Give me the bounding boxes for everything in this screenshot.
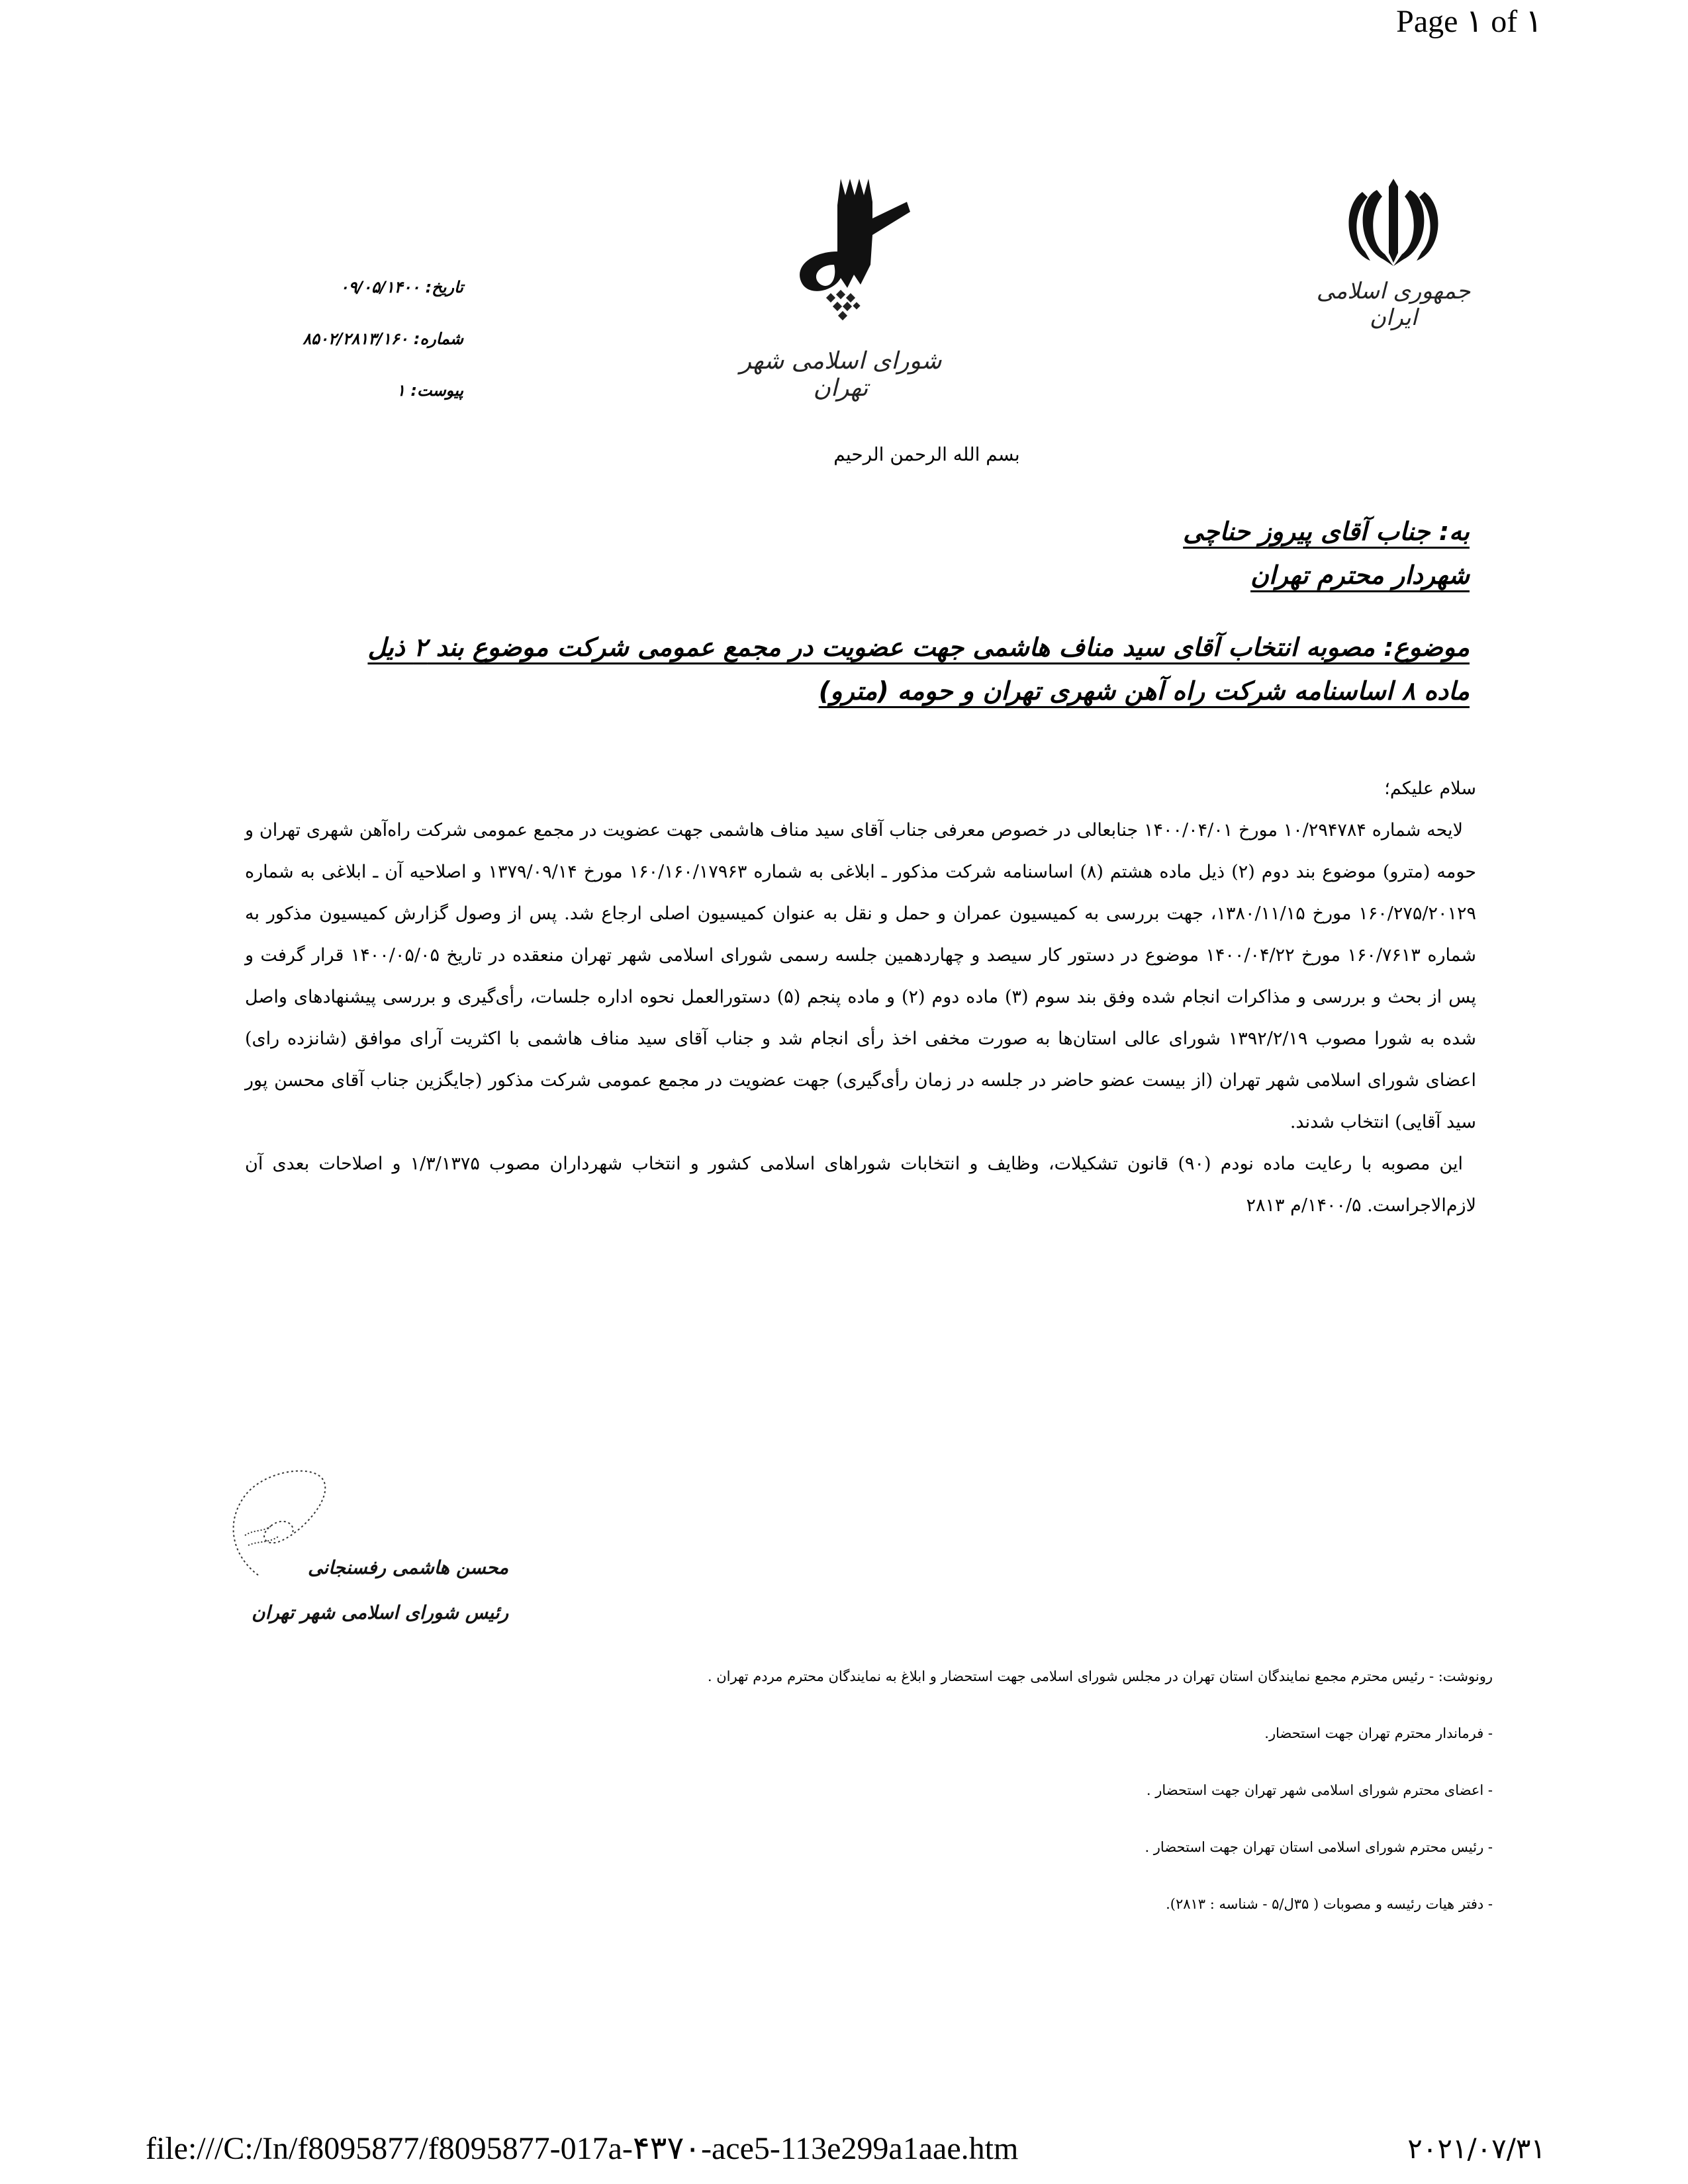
tehran-council-logo-icon xyxy=(781,165,914,324)
cc-item: - اعضای محترم شورای اسلامی شهر تهران جهت استحضار . xyxy=(1146,1782,1493,1798)
bismillah: بسم الله الرحمن الرحیم xyxy=(833,443,1020,465)
signer-title: رئیس شورای اسلامی شهر تهران xyxy=(252,1602,509,1623)
signer-block xyxy=(252,1545,508,1635)
letter-body xyxy=(245,768,1476,1226)
iran-emblem-icon xyxy=(1331,173,1456,279)
letter-attachment: پیوست: ۱ xyxy=(397,381,463,400)
cc-list xyxy=(434,1648,1493,1933)
addressee xyxy=(1183,510,1470,597)
addressee-name: به: جناب آقای پیروز حناچی xyxy=(1183,517,1470,546)
cc-item: - دفتر هیات رئیسه و مصوبات ( ۳۵ل/۵ - شناسه : ۲۸۱۳). xyxy=(1166,1896,1493,1912)
council-caption: شورای اسلامی شهر تهران xyxy=(739,347,942,402)
signer-name: محسن هاشمی رفسنجانی xyxy=(307,1557,509,1578)
greeting: سلام علیکم؛ xyxy=(1384,778,1476,799)
cc-item: - فرماندار محترم تهران جهت استحضار. xyxy=(1264,1725,1493,1741)
letter-date: تاریخ: ۰۹/۰۵/۱۴۰۰ xyxy=(340,278,463,296)
page-counter: Page ۱ of ۱ xyxy=(1396,4,1542,39)
footer-print-date: ۲۰۲۱/۰۷/۳۱ xyxy=(1407,2132,1546,2165)
cc-item: رونوشت: - رئیس محترم مجمع نمایندگان استان تهران در مجلس شورای اسلامی جهت استحضار و ابلاغ به نمایندگان محترم مردم تهران . xyxy=(707,1668,1493,1684)
body-paragraph-2: این مصوبه با رعایت ماده نودم (۹۰) قانون تشکیلات، وظایف و انتخابات شوراهای اسلامی کشور و انتخاب شهرداران مصوب ۱/۳/۱۳۷۵ و اصلاحات بعدی آن لازم‌الاجراست. ۱۴۰۰/۵/م ۲۸۱۳ xyxy=(245,1154,1476,1216)
body-paragraph-1: لایحه شماره ۱۰/۲۹۴۷۸۴ مورخ ۱۴۰۰/۰۴/۰۱ جنابعالی در خصوص معرفی جناب آقای سید مناف هاشمی جهت عضویت در مجمع عمومی شرکت راه‌آهن شهری تهران و حومه (مترو) موضوع بند دوم (۲) ذیل ماده هشتم (۸) اساسنامه شرکت مذکور ـ ابلاغی به شماره ۱۶۰/۱۶۰/۱۷۹۶۳ مورخ ۱۳۷۹/۰۹/۱۴ و اصلاحیه آن ـ ابلاغی به شماره ۱۶۰/۲۷۵/۲۰۱۲۹ مورخ ۱۳۸۰/۱۱/۱۵، جهت بررسی به کمیسیون عمران و حمل و نقل به عنوان کمیسیون اصلی ارجاع شد. پس از وصول گزارش کمیسیون مذکور به شماره ۱۶۰/۷۶۱۳ مورخ ۱۴۰۰/۰۴/۲۲ موضوع در دستور کار سیصد و چهاردهمین جلسه رسمی شورای اسلامی شهر تهران منعقده در تاریخ ۱۴۰۰/۰۵/۰۵ قرار گرفت و پس از بحث و بررسی و مذاکرات انجام شده وفق بند سوم (۳) ماده دوم (۲) و ماده پنجم (۵) دستورالعمل نحوه اداره جلسات، رأی‌گیری و بررسی پیشنهادهای واصل شده به شورا مصوب ۱۳۹۲/۲/۱۹ شورای عالی استان‌ها به صورت مخفی اخذ رأی انجام شد و جناب آقای سید مناف هاشمی با اکثریت آرای موافق (شانزده رای) اعضای شورای اسلامی شهر تهران (از بیست عضو حاضر در جلسه در زمان رأی‌گیری) جهت عضویت در مجمع عمومی شرکت مذکور (جایگزین جناب آقای محسن پور سید آقایی) انتخاب شدند. xyxy=(245,820,1477,1132)
letter-meta xyxy=(252,261,463,416)
subject-text: موضوع: مصوبه انتخاب آقای سید مناف هاشمی جهت عضویت در مجمع عمومی شرکت موضوع بند ۲ ذیل ماده ۸ اساسنامه شرکت راه آهن شهری تهران و حومه (مترو) xyxy=(367,633,1470,705)
cc-item: - رئیس محترم شورای اسلامی استان تهران جهت استحضار . xyxy=(1145,1839,1493,1855)
letter-number: شماره: ۸۵۰۲/۲۸۱۳/۱۶۰ xyxy=(303,330,463,348)
addressee-title: شهردار محترم تهران xyxy=(1250,561,1470,590)
subject xyxy=(344,625,1470,713)
emblem-caption: جمهوری اسلامی ایران xyxy=(1316,278,1471,331)
footer-file-url: file:///C:/In/f8095877/f8095877-017a-۴۳۷۰-ace5-113e299a1aae.htm xyxy=(146,2131,1019,2166)
